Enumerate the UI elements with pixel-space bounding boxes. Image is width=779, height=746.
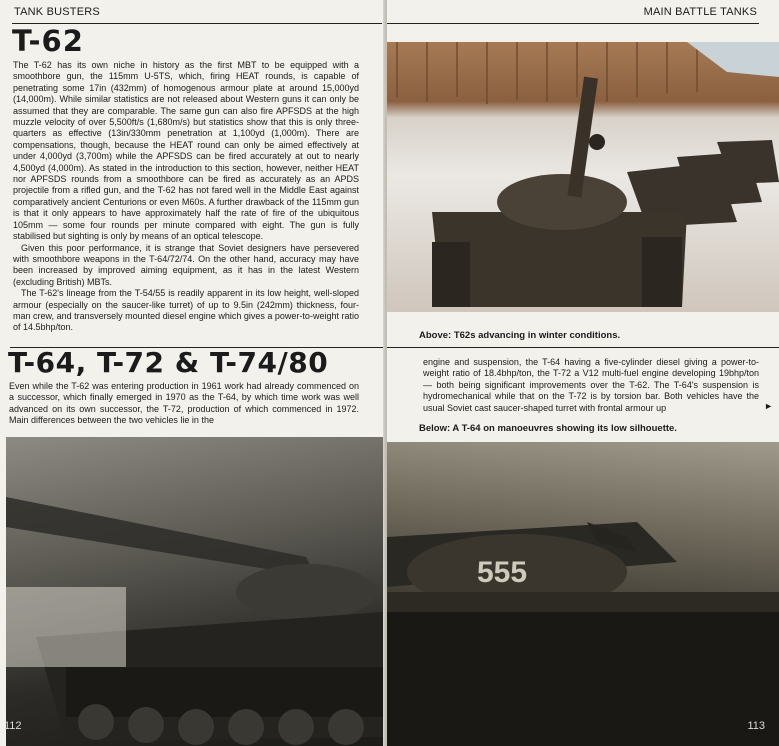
- t62-paragraph-2: Given this poor performance, it is strange that Soviet designers have persevered with smoothbore weapons in the T-64/72/74. On the other hand, accuracy may have been increased by improved aiming equipment, as it has in the latest Western (excluding British) MBTs.: [13, 242, 359, 287]
- section-body-t62: [13, 60, 359, 334]
- t64-body-left: Even while the T-62 was entering production in 1961 work had already commenced on a successor, which finally emerged in 1970 as the T-64, by which time work was well advanced on its own successor, the T-72, production of which commenced in 1972. Main differences between the two vehicles lie in the: [9, 381, 359, 426]
- left-running-head: TANK BUSTERS: [14, 6, 100, 18]
- t64-photo-right-half: [387, 442, 779, 746]
- left-page: [0, 0, 385, 746]
- caption-above: Above: T62s advancing in winter conditions.: [419, 330, 621, 341]
- right-running-head: MAIN BATTLE TANKS: [643, 6, 757, 18]
- turret-number-text: 555: [477, 556, 528, 589]
- section-title-t64: T-64, T-72 & T-74/80: [8, 346, 329, 379]
- t64-photo-left-half: [6, 437, 384, 746]
- section-title-t62: T-62: [12, 24, 84, 58]
- t64-tank-silhouette-left: [6, 437, 384, 746]
- t62-paragraph-1: The T-62 has its own niche in history as the first MBT to be equipped with a smoothbore gun, the 115mm U-5TS, which, firing HEAT rounds, is capable of penetrating some 17in (432mm) of homogenous armour plate at around 15,000yd (14,000m). While similar statistics are not released about Western guns it can only be assumed that they are comparable. The same gun can also fire APFSDS at the high muzzle velocity of over 5,500ft/s (1,680m/s) but statistics show that this is only three-quarters as effective (13in/330mm penetration at 1,100yd (1,000m). There are compensations, though, because the HEAT round can only be aimed effectively at under 4,000yd (3,700m) while the APFSDS can be fired accurately at out to nearly 4,500yd (4,000m). As stated in the introduction to this section, however, neither HEAT nor APFSDS rounds from a smoothbore can be fired as accurately as an APDS projectile from a rifled gun, and the T-62 has not fared well in the Middle East against comparatively ancient Centurions or even M60s. A further drawback of the 115mm gun is that it only appears to have approximately half the rate of fire of the ubiquitous 105mm — some four rounds per minute compared with eight. The gun is fully stabilised but sighting is only by means of an optical telescope.: [13, 60, 359, 242]
- continue-arrow-icon: ►: [764, 401, 773, 411]
- left-page-number: 112: [4, 720, 22, 732]
- right-page-number: 113: [747, 720, 765, 732]
- t62-column-illustration: [387, 42, 779, 312]
- t62-paragraph-3: The T-62's lineage from the T-54/55 is readily apparent in its low height, well-sloped armour (especially on the saucer-like turret) of up to 9.5in (242mm) thickness, four-man crew, and transversely mounted diesel engine which gives a power-to-weight ratio of 14.5bhp/ton.: [13, 288, 359, 333]
- right-page: [387, 0, 779, 746]
- right-header-rule: [387, 23, 759, 24]
- t62-winter-photo: [387, 42, 779, 312]
- t64-tank-silhouette-right: [387, 442, 779, 746]
- t64-body-right: engine and suspension, the T-64 having a five-cylinder diesel giving a power-to-weight ratio of 18.4bhp/ton, the T-72 a V12 multi-fuel engine developing 19bhp/ton — both being significant improvements over the T-62. The T-64's suspension is hydromechanical while that on the T-72 is by torsion bar. Both vehicles have the usual Soviet cast saucer-shaped turret with frontal armour up: [423, 357, 759, 413]
- caption-below: Below: A T-64 on manoeuvres showing its low silhouette.: [419, 423, 677, 434]
- section-rule-t64-right: [387, 347, 779, 348]
